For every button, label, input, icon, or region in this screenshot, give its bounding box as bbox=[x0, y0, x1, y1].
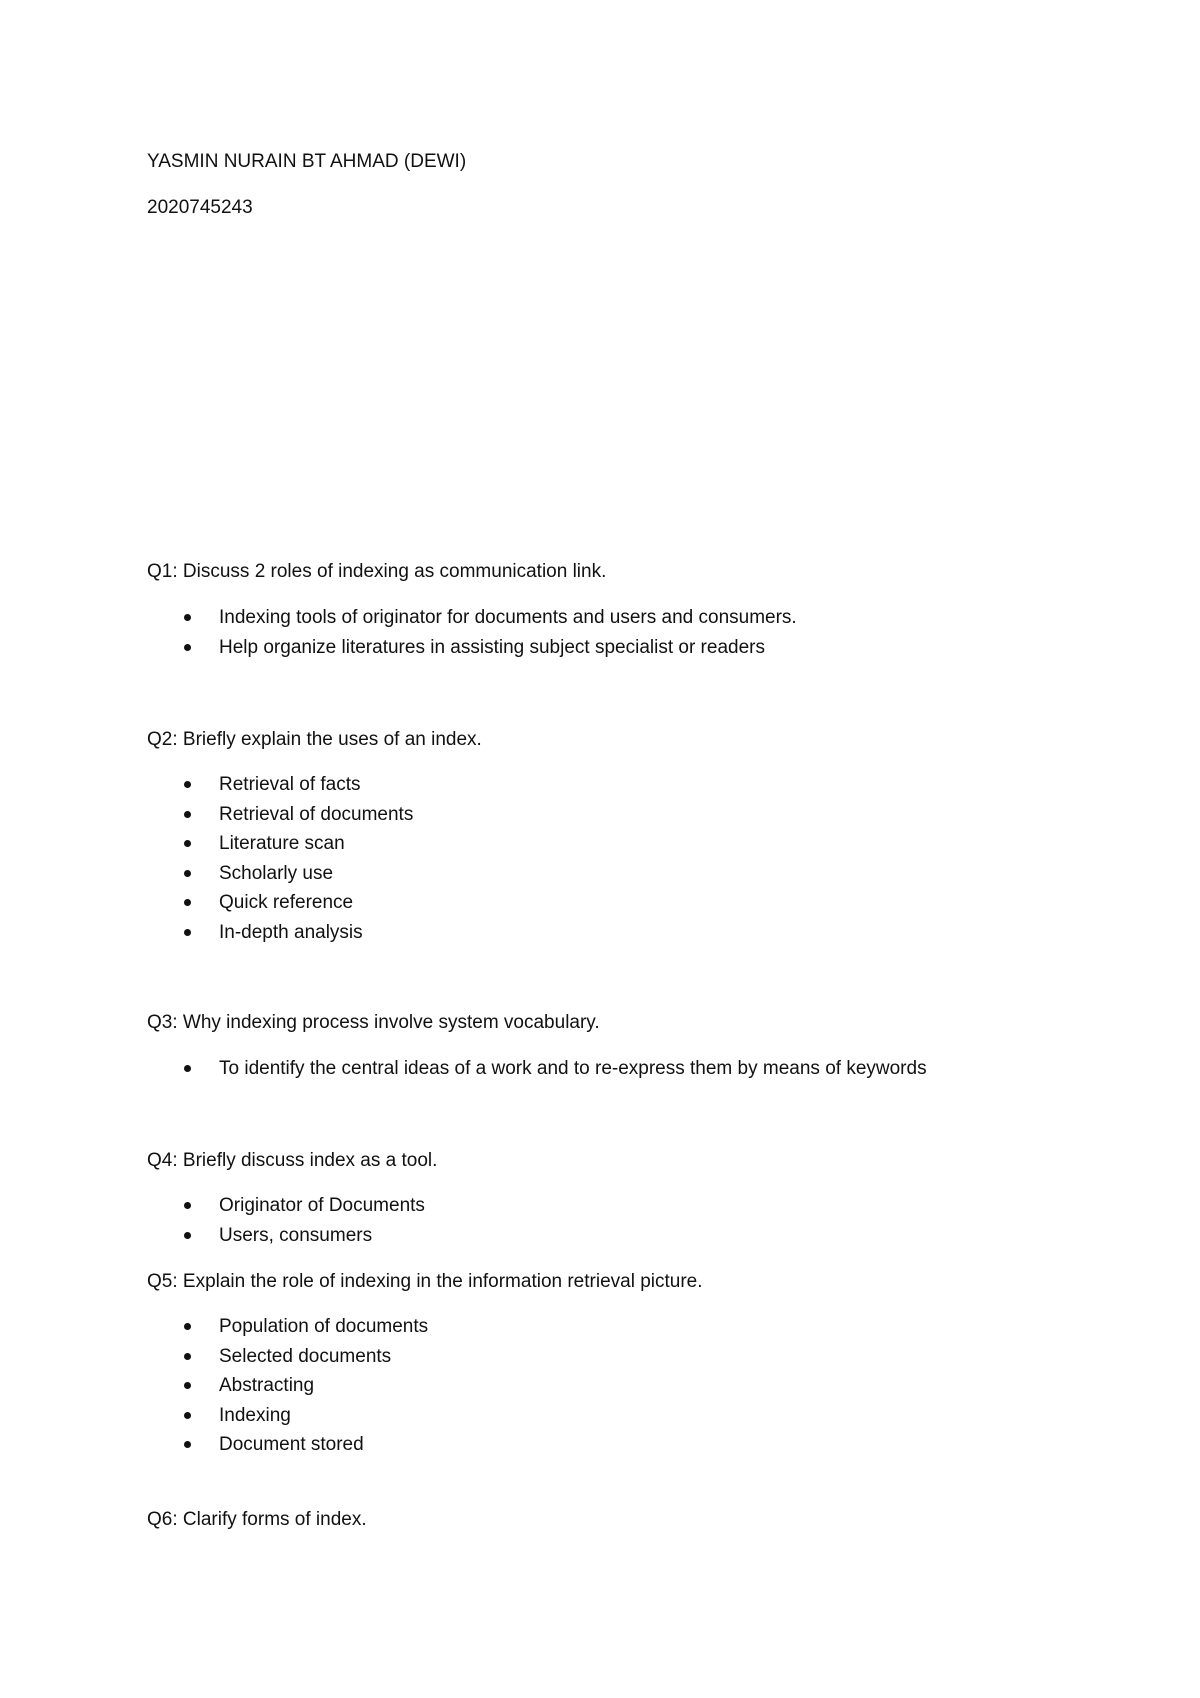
bullet-icon bbox=[184, 1441, 191, 1448]
question-2 bbox=[147, 728, 482, 752]
question-label: Q6: bbox=[147, 1509, 178, 1530]
student-id: 2020745243 bbox=[147, 197, 253, 218]
list-item: Indexing bbox=[147, 1401, 428, 1431]
question-4 bbox=[147, 1149, 437, 1173]
list-item: Help organize literatures in assisting subject specialist or readers bbox=[147, 633, 797, 663]
question-label: Q4: bbox=[147, 1150, 178, 1171]
question-label: Q5: bbox=[147, 1271, 178, 1292]
list-item: Indexing tools of originator for documents and users and consumers. bbox=[147, 603, 797, 633]
answer-list-1 bbox=[147, 603, 797, 662]
bullet-icon bbox=[184, 929, 191, 936]
list-item: Scholarly use bbox=[147, 859, 413, 889]
answer-list-5 bbox=[147, 1312, 428, 1460]
bullet-icon bbox=[184, 899, 191, 906]
bullet-icon bbox=[184, 1412, 191, 1419]
list-item: Selected documents bbox=[147, 1342, 428, 1372]
bullet-icon bbox=[184, 1323, 191, 1330]
list-item: Quick reference bbox=[147, 888, 413, 918]
question-label: Q2: bbox=[147, 729, 178, 750]
list-item: In-depth analysis bbox=[147, 918, 413, 948]
list-item: To identify the central ideas of a work and to re-express them by means of keywords bbox=[147, 1054, 927, 1084]
answer-list-2 bbox=[147, 770, 413, 947]
bullet-icon bbox=[184, 1232, 191, 1239]
list-item: Users, consumers bbox=[147, 1221, 425, 1251]
question-text: Briefly explain the uses of an index. bbox=[182, 729, 482, 750]
bullet-icon bbox=[184, 781, 191, 788]
question-1 bbox=[147, 560, 606, 584]
bullet-icon bbox=[184, 1353, 191, 1360]
question-label: Q1: bbox=[147, 561, 178, 582]
bullet-icon bbox=[184, 811, 191, 818]
question-text: Explain the role of indexing in the information retrieval picture. bbox=[182, 1271, 703, 1292]
list-item: Originator of Documents bbox=[147, 1191, 425, 1221]
question-text: Clarify forms of index. bbox=[182, 1509, 367, 1530]
question-3 bbox=[147, 1011, 600, 1035]
list-item: Retrieval of facts bbox=[147, 770, 413, 800]
list-item: Document stored bbox=[147, 1430, 428, 1460]
question-text: Why indexing process involve system vocabulary. bbox=[182, 1012, 600, 1033]
question-text: Briefly discuss index as a tool. bbox=[182, 1150, 438, 1171]
question-text: Discuss 2 roles of indexing as communication link. bbox=[182, 561, 607, 582]
question-label: Q3: bbox=[147, 1012, 178, 1033]
bullet-icon bbox=[184, 1065, 191, 1072]
bullet-icon bbox=[184, 870, 191, 877]
list-item: Retrieval of documents bbox=[147, 800, 413, 830]
list-item: Population of documents bbox=[147, 1312, 428, 1342]
question-6 bbox=[147, 1508, 367, 1532]
bullet-icon bbox=[184, 614, 191, 621]
list-item: Abstracting bbox=[147, 1371, 428, 1401]
answer-list-3 bbox=[147, 1054, 927, 1084]
bullet-icon bbox=[184, 644, 191, 651]
bullet-icon bbox=[184, 1202, 191, 1209]
bullet-icon bbox=[184, 1382, 191, 1389]
answer-list-4 bbox=[147, 1191, 425, 1250]
bullet-icon bbox=[184, 840, 191, 847]
student-name: YASMIN NURAIN BT AHMAD (DEWI) bbox=[147, 151, 467, 172]
question-5 bbox=[147, 1270, 703, 1294]
list-item: Literature scan bbox=[147, 829, 413, 859]
